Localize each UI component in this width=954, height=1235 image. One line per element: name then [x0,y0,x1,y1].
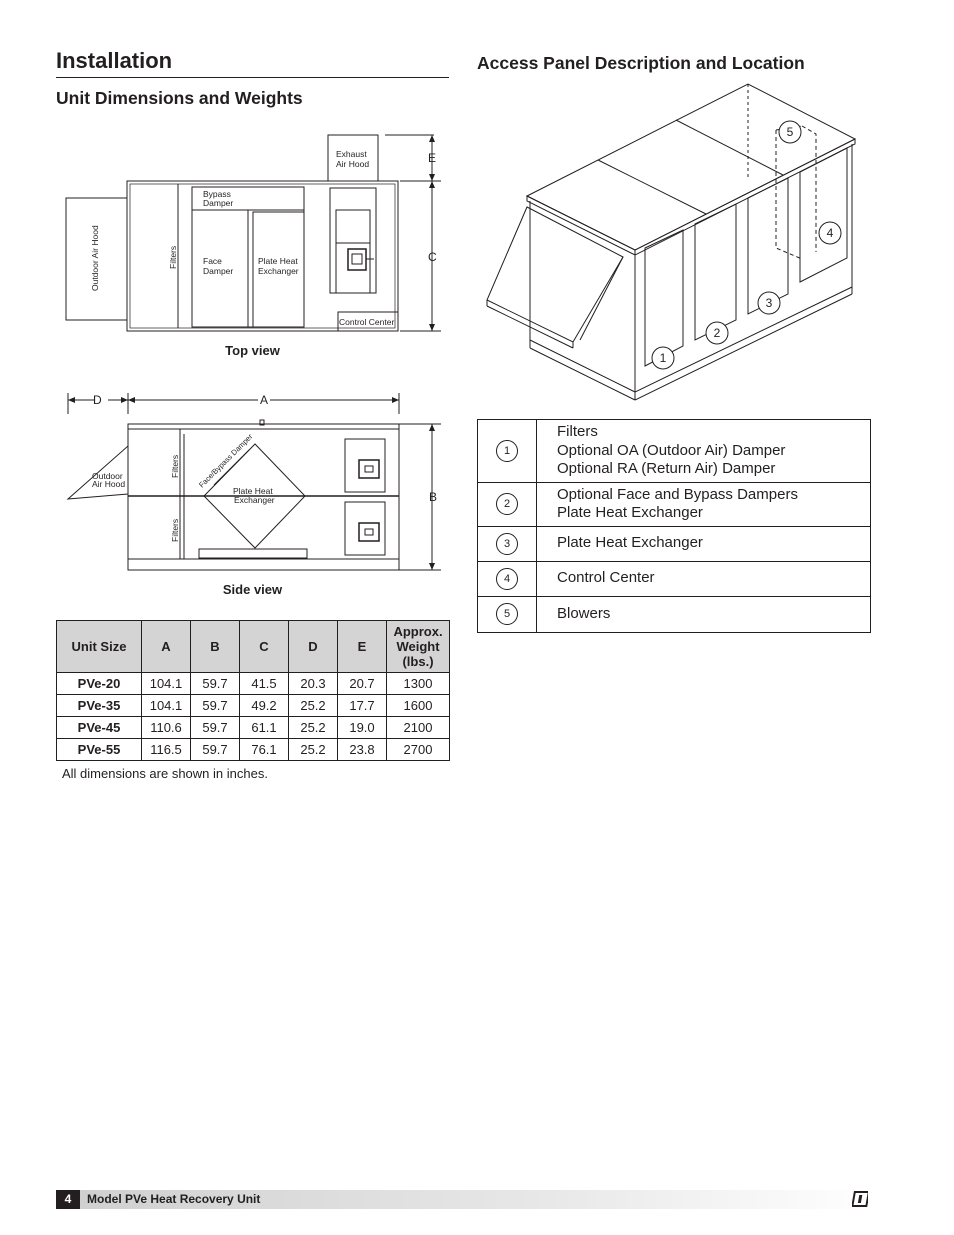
dimension-a-label: A [260,393,269,407]
panel-description: Plate Heat Exchanger [557,504,703,521]
face-bypass-damper-label: Face/Bypass Damper [197,432,255,490]
panel-description: Optional Face and Bypass Dampers [557,485,798,503]
callout-3: 3 [765,296,773,310]
header-c: C [240,621,289,673]
dimension-e-label: E [428,151,437,165]
panel-number-badge: 4 [496,568,518,590]
exhaust-air-hood-label-2: Air Hood [336,159,370,169]
side-filters-top-label: Filters [170,454,180,478]
cell-c: 41.5 [240,673,289,695]
callout-1: 1 [659,351,667,365]
side-filters-bottom-label: Filters [170,518,180,542]
panel-number-badge: 2 [496,493,518,515]
footer-title: Model PVe Heat Recovery Unit [87,1192,261,1206]
cell-e: 19.0 [338,717,387,739]
panel-row [478,420,871,483]
panel-description: Filters [557,423,598,440]
cell-d: 25.2 [289,717,338,739]
table-row [57,673,450,695]
cell-weight: 2700 [387,739,450,761]
cell-b: 59.7 [191,695,240,717]
callout-5: 5 [786,125,794,139]
cell-d: 20.3 [289,673,338,695]
face-damper-label: Face [203,256,222,266]
page-title: Installation [56,48,173,73]
filters-label: Filters [168,245,178,269]
bypass-damper-label: Bypass [203,189,231,199]
dimensions-note: All dimensions are shown in inches. [62,766,268,781]
table-row [57,739,450,761]
cell-a: 104.1 [142,695,191,717]
cell-weight: 1300 [387,673,450,695]
header-e: E [338,621,387,673]
cell-d: 25.2 [289,739,338,761]
panel-description: Optional OA (Outdoor Air) Damper [557,441,786,459]
header-unit-size: Unit Size [57,621,142,673]
panel-description: Control Center [557,569,655,587]
face-damper-label-2: Damper [203,266,234,276]
top-view-caption: Top view [225,343,280,358]
access-panel-diagram [480,82,880,404]
exhaust-air-hood-label: Exhaust [336,149,367,159]
panel-description: Optional RA (Return Air) Damper [557,460,776,477]
title-rule [56,77,449,78]
dimensions-table [56,620,450,761]
panel-number-badge: 5 [496,603,518,625]
panel-row [478,526,871,561]
dimension-d-label: D [93,393,102,407]
cell-e: 17.7 [338,695,387,717]
panel-description: Blowers [557,604,611,622]
cell-d: 25.2 [289,695,338,717]
callout-2: 2 [713,326,721,340]
access-panel-heading: Access Panel Description and Location [477,53,805,73]
side-outdoor-air-hood-label-2: Air Hood [92,479,126,489]
cell-e: 23.8 [338,739,387,761]
cell-weight: 1600 [387,695,450,717]
dimension-c-label: C [428,250,437,264]
table-row [57,695,450,717]
panel-row [478,561,871,596]
outdoor-air-hood-label: Outdoor Air Hood [90,225,100,291]
side-outdoor-air-hood-label: Outdoor [92,471,123,481]
dimension-b-label: B [429,490,438,504]
cell-unit-size: PVe-55 [57,739,142,761]
brand-logo-icon [852,1191,868,1207]
control-center-label: Control Center [339,317,395,327]
page-number: 4 [56,1190,80,1209]
header-d: D [289,621,338,673]
panel-row [478,482,871,526]
table-row [57,717,450,739]
panel-number-badge: 3 [496,533,518,555]
side-view-caption: Side view [222,582,283,597]
cell-c: 49.2 [240,695,289,717]
plate-heat-label-2: Exchanger [258,266,299,276]
panel-number-badge: 1 [496,440,518,462]
cell-unit-size: PVe-45 [57,717,142,739]
panel-row [478,596,871,632]
cell-unit-size: PVe-35 [57,695,142,717]
header-b: B [191,621,240,673]
callout-4: 4 [826,226,834,240]
cell-unit-size: PVe-20 [57,673,142,695]
cell-weight: 2100 [387,717,450,739]
table-header-row [57,621,450,673]
cell-a: 104.1 [142,673,191,695]
plate-heat-label: Plate Heat [258,256,298,266]
cell-b: 59.7 [191,739,240,761]
panel-description: Plate Heat Exchanger [557,534,703,552]
cell-a: 116.5 [142,739,191,761]
side-plate-heat-label-2: Exchanger [234,495,275,505]
cell-b: 59.7 [191,673,240,695]
cell-a: 110.6 [142,717,191,739]
cell-e: 20.7 [338,673,387,695]
top-view-diagram [56,128,456,340]
cell-c: 76.1 [240,739,289,761]
access-panels-table [477,419,871,633]
bypass-damper-label-2: Damper [203,198,234,208]
side-view-diagram [56,386,456,582]
cell-c: 61.1 [240,717,289,739]
side-plate-heat-label: Plate Heat [233,486,273,496]
unit-dimensions-heading: Unit Dimensions and Weights [56,88,303,108]
header-a: A [142,621,191,673]
header-weight: Approx. Weight (lbs.) [387,621,450,673]
cell-b: 59.7 [191,717,240,739]
